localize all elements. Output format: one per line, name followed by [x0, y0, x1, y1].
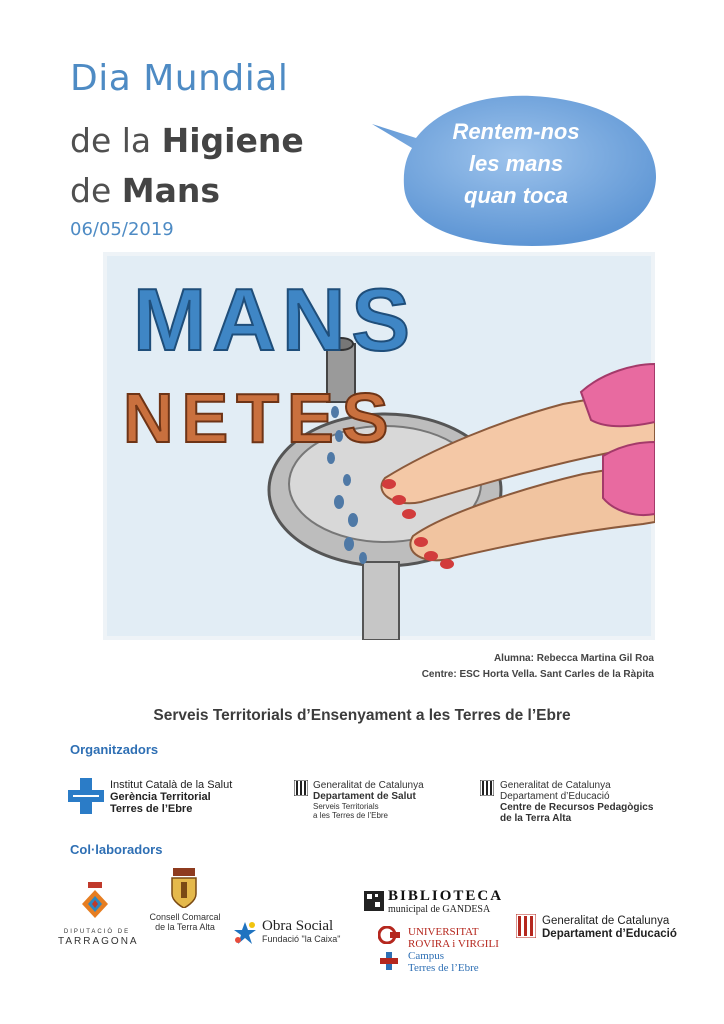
- title-line-3: [70, 171, 220, 210]
- drawing-word-mans: MANS: [133, 270, 417, 369]
- obra-social-line-2: Fundació "la Caixa": [262, 934, 341, 944]
- consell-line-1: Consell Comarcal: [149, 912, 221, 922]
- urv-logo-icon: [378, 926, 402, 944]
- ics-cross-logo: [68, 778, 104, 814]
- services-title: Serveis Territorials d’Ensenyament a les Terres de l’Ebre: [153, 707, 571, 724]
- bubble-line-2: les mans: [468, 151, 564, 176]
- title-keyword-higiene: Higiene: [161, 121, 304, 160]
- crp-line-3: Centre de Recursos Pedagògics: [500, 802, 654, 813]
- diputacio-line-1: DIPUTACIÓ DE: [63, 929, 131, 935]
- campus-logo-text: [408, 950, 479, 974]
- organizers-label: Organitzadors: [70, 742, 159, 757]
- caption-school: Centre: ESC Horta Vella. Sant Carles de la Ràpita: [421, 669, 654, 680]
- title-keyword-mans: Mans: [121, 171, 220, 210]
- diputacio-emblem-icon: [80, 880, 110, 924]
- biblioteca-logo-icon: [364, 891, 384, 911]
- childrens-drawing: [103, 252, 655, 640]
- bubble-line-3: quan toca: [464, 183, 568, 208]
- urv-line-2: ROVIRA i VIRGILI: [408, 938, 499, 950]
- caption-student: Alumna: Rebecca Martina Gil Roa: [493, 653, 654, 664]
- biblioteca-line-1: BIBLIOTECA: [388, 888, 504, 904]
- consell-logo-text: [148, 912, 222, 932]
- educacio-logo-text: [542, 915, 677, 941]
- diputacio-line-2: TARRAGONA: [58, 936, 139, 947]
- urv-line-4: Terres de l’Ebre: [408, 962, 479, 974]
- generalitat-emblem-icon: [480, 780, 494, 796]
- la-caixa-star-icon: [232, 920, 258, 946]
- drawing-word-netes: NETES: [123, 379, 397, 457]
- obra-social-line-1: Obra Social: [262, 918, 334, 934]
- ics-line-3: Terres de l’Ebre: [110, 803, 193, 815]
- salut-line-4: a les Terres de l’Ebre: [313, 811, 388, 820]
- obra-social-logo-text: [262, 918, 340, 944]
- consell-line-2: de la Terra Alta: [155, 922, 215, 932]
- urv-line-3: Campus: [408, 950, 445, 962]
- generalitat-emblem-icon: [294, 780, 308, 796]
- crp-logo-text: [500, 780, 653, 824]
- title-line-2-prefix: de la: [70, 121, 162, 160]
- ics-line-1: Institut Català de la Salut: [110, 779, 233, 791]
- salut-line-2: Departament de Salut: [313, 791, 416, 802]
- consell-shield-icon: [170, 868, 198, 908]
- salut-line-1: Generalitat de Catalunya: [313, 780, 424, 791]
- educacio-line-2: Departament d’Educació: [542, 928, 677, 940]
- diputacio-logo-text: [58, 928, 139, 947]
- ics-logo-text: [110, 779, 232, 815]
- campus-cross-icon: [380, 952, 398, 970]
- salut-logo-text: [313, 780, 424, 820]
- urv-line-1: UNIVERSITAT: [408, 926, 479, 938]
- salut-line-3: Serveis Territorials: [313, 802, 379, 811]
- crp-line-4: de la Terra Alta: [500, 813, 572, 824]
- event-date: 06/05/2019: [70, 219, 174, 240]
- crp-line-1: Generalitat de Catalunya: [500, 780, 611, 791]
- generalitat-emblem-icon: [516, 914, 536, 938]
- ics-line-2: Gerència Territorial: [110, 791, 211, 803]
- crp-line-2: Departament d’Educació: [500, 791, 610, 802]
- biblioteca-line-2: municipal de GANDESA: [388, 904, 491, 915]
- educacio-line-1: Generalitat de Catalunya: [542, 915, 670, 927]
- collaborators-label: Col·laboradors: [70, 842, 163, 857]
- title-line-3-prefix: de: [70, 171, 122, 210]
- title-line-2: [70, 121, 304, 160]
- bubble-line-1: Rentem-nos: [452, 119, 580, 144]
- ics-cross-icon: [68, 778, 104, 814]
- biblioteca-logo-text: [388, 888, 503, 915]
- title-line-1: Dia Mundial: [70, 58, 289, 99]
- urv-logo-text: [408, 926, 499, 950]
- bubble-text: [405, 116, 627, 212]
